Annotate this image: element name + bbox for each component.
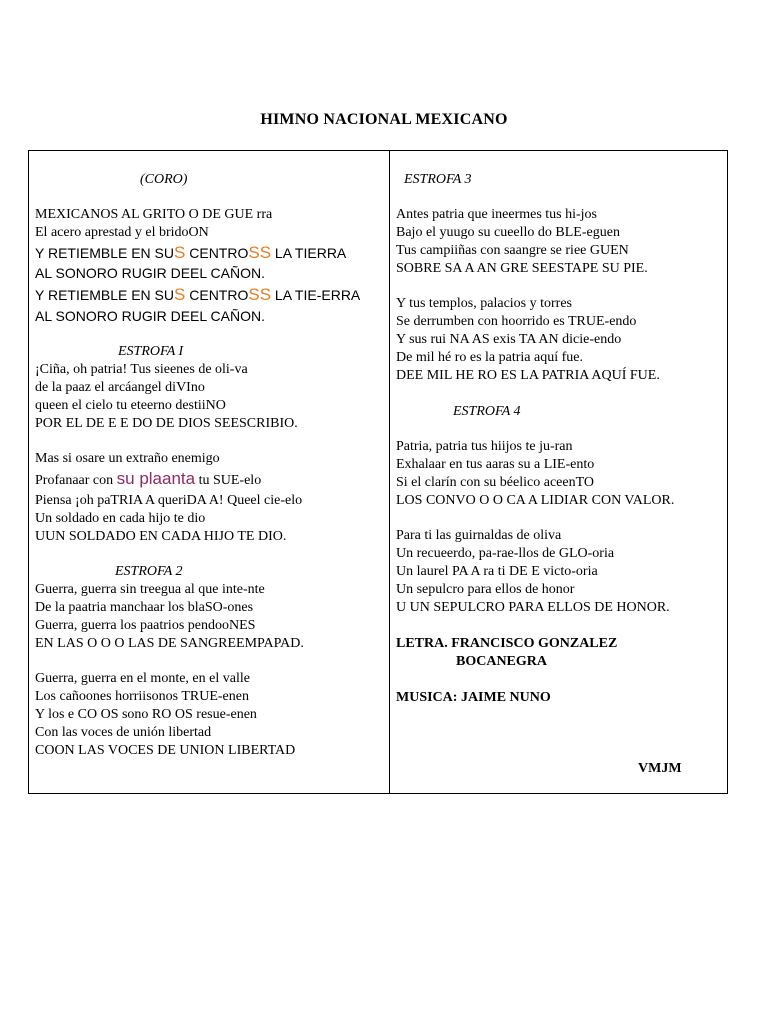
estrofa-2-heading: ESTROFA 2	[115, 564, 183, 579]
lyric-line: Para ti las guirnaldas de oliva	[396, 528, 562, 543]
lyricist-credit: LETRA. FRANCISCO GONZALEZ	[396, 636, 618, 651]
lyric-line: Con las voces de unión libertad	[35, 725, 212, 740]
estrofa-3-heading: ESTROFA 3	[404, 172, 472, 187]
lyric-line: Guerra, guerra en el monte, en el valle	[35, 671, 250, 686]
lyric-line: Y RETIEMBLE EN SUS CENTROSS LA TIE-ERRA	[35, 285, 361, 304]
lyric-line: Guerra, guerra sin treegua al que inte-nte	[35, 582, 265, 597]
lyric-line: Y los e CO OS sono RO OS resue-enen	[35, 707, 257, 722]
lyric-line: Bajo el yuugo su cueello do BLE-eguen	[396, 225, 620, 240]
lyric-line: LOS CONVO O O CA A LIDIAR CON VALOR.	[396, 493, 675, 508]
lyrics-table	[28, 150, 728, 794]
coro-heading: (CORO)	[140, 172, 188, 187]
lyric-line: De la paatria manchaar los blaSO-ones	[35, 600, 254, 615]
column-divider	[389, 151, 390, 793]
lyric-line: Y sus rui NA AS exis TA AN dicie-endo	[396, 332, 622, 347]
lyric-line: DEE MIL HE RO ES LA PATRIA AQUÍ FUE.	[396, 368, 660, 383]
lyric-line: MEXICANOS AL GRITO O DE GUE rra	[35, 207, 273, 222]
highlighted-text: S	[174, 285, 186, 304]
lyric-line: EN LAS O O O LAS DE SANGREEMPAPAD.	[35, 636, 304, 651]
lyric-line: Profanaar con su plaanta tu SUE-elo	[35, 469, 262, 488]
lyric-line: POR EL DE E E DO DE DIOS SEESCRIBIO.	[35, 416, 298, 431]
lyric-line: COON LAS VOCES DE UNION LIBERTAD	[35, 743, 296, 758]
lyric-line: Antes patria que ineermes tus hi-jos	[396, 207, 598, 222]
lyric-line: Si el clarín con su béelico aceenTO	[396, 475, 594, 490]
lyric-line: El acero aprestad y el bridoON	[35, 225, 209, 240]
composer-credit: MUSICA: JAIME NUNO	[396, 690, 551, 705]
highlighted-text: S	[174, 243, 186, 262]
lyric-line: Tus campiiñas con saangre se riee GUEN	[396, 243, 629, 258]
lyric-line: ¡Ciña, oh patria! Tus sieenes de oli-va	[35, 362, 248, 377]
lyric-line: AL SONORO RUGIR DEEL CAÑON.	[35, 265, 266, 281]
lyric-line: Un recueerdo, pa-rae-llos de GLO-oria	[396, 546, 615, 561]
lyric-line: Mas si osare un extraño enemigo	[35, 451, 220, 466]
lyric-line: AL SONORO RUGIR DEEL CAÑON.	[35, 308, 266, 324]
lyric-line: Los cañoones horriisonos TRUE-enen	[35, 689, 249, 704]
lyric-line: Un soldado en cada hijo te dio	[35, 511, 206, 526]
estrofa-1-heading: ESTROFA I	[118, 344, 184, 359]
lyric-line: de la paaz el arcáangel diVIno	[35, 380, 205, 395]
document-title: HIMNO NACIONAL MEXICANO	[260, 111, 508, 128]
lyric-line: Un sepulcro para ellos de honor	[396, 582, 575, 597]
lyric-line: De mil hé ro es la patria aquí fue.	[396, 350, 583, 365]
estrofa-4-heading: ESTROFA 4	[453, 404, 521, 419]
lyric-line: queen el cielo tu eteerno destiiNO	[35, 398, 226, 413]
lyric-line: Y tus templos, palacios y torres	[396, 296, 573, 311]
author-initials: VMJM	[638, 761, 682, 776]
lyric-line: Y RETIEMBLE EN SUS CENTROSS LA TIERRA	[35, 243, 347, 262]
lyric-line: Exhalaar en tus aaras su a LIE-ento	[396, 457, 595, 472]
lyric-line: Patria, patria tus hiijos te ju-ran	[396, 439, 573, 454]
lyric-line: UUN SOLDADO EN CADA HIJO TE DIO.	[35, 529, 287, 544]
highlighted-text: SS	[248, 285, 272, 304]
highlighted-text: su plaanta	[116, 469, 196, 488]
lyric-line: Guerra, guerra los paatrios pendooNES	[35, 618, 256, 633]
lyric-line: U UN SEPULCRO PARA ELLOS DE HONOR.	[396, 600, 670, 615]
lyric-line: SOBRE SA A AN GRE SEESTAPE SU PIE.	[396, 261, 648, 276]
lyricist-credit-surname: BOCANEGRA	[456, 654, 548, 669]
highlighted-text: SS	[248, 243, 272, 262]
lyric-line: Un laurel PA A ra ti DE E victo-oria	[396, 564, 598, 579]
lyric-line: Piensa ¡oh paTRIA A queriDA A! Queel cie-elo	[35, 493, 303, 508]
lyric-line: Se derrumben con hoorrido es TRUE-endo	[396, 314, 637, 329]
